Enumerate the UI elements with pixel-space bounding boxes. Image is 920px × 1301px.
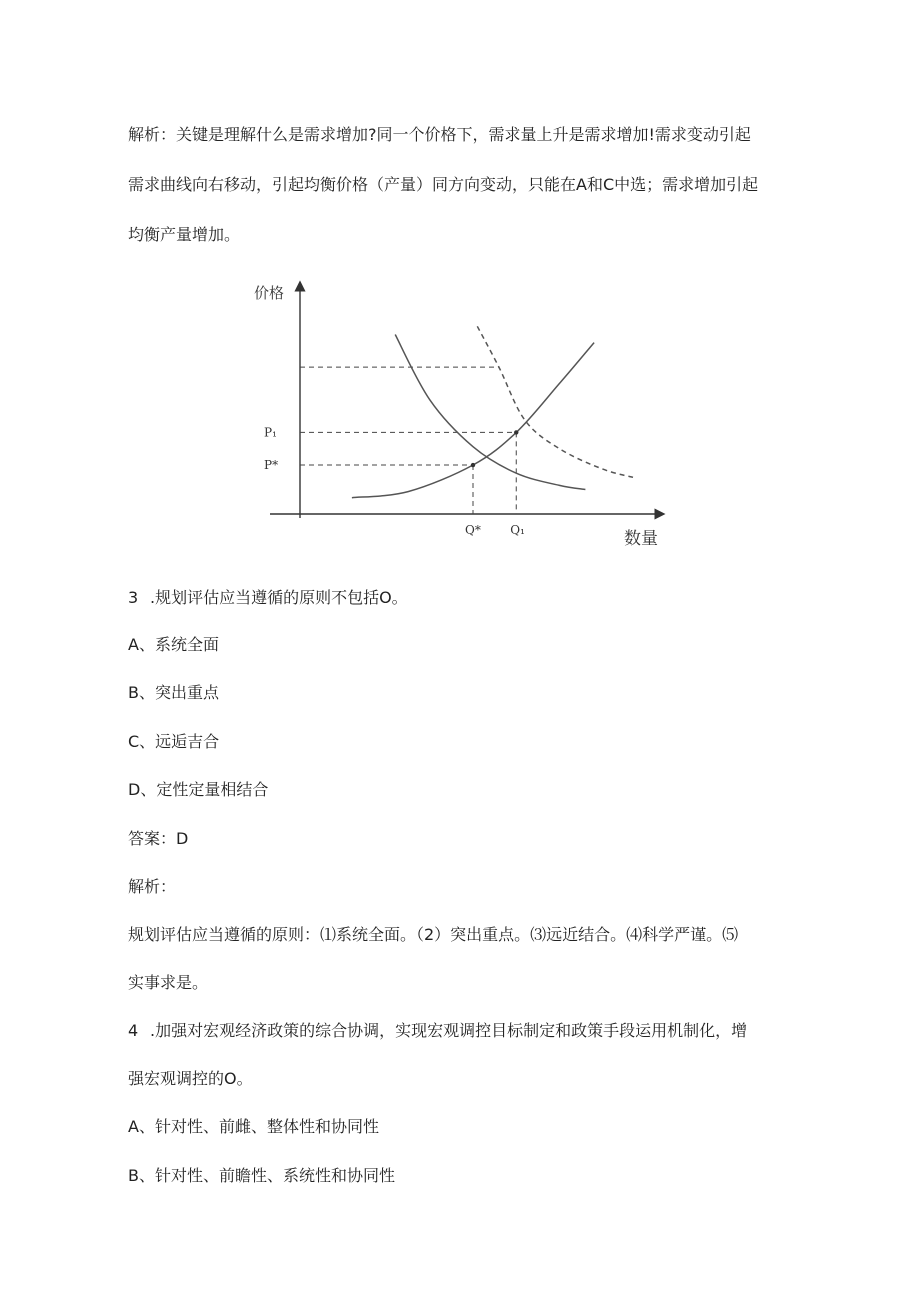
curve-shifted-demand	[477, 326, 633, 477]
y-axis-label: 价格	[254, 284, 285, 302]
question-4-text-line-1: .加强对宏观经济政策的综合协调，实现宏观调控目标制定和政策手段运用机制化，增	[150, 1021, 748, 1040]
price-label-p1: P₁	[264, 425, 277, 440]
curve-demand	[395, 335, 585, 490]
question-3-option-a: A、系统全面	[128, 635, 219, 654]
analysis-line-2: 需求曲线向右移动，引起均衡价格（产量）同方向变动，只能在A和C中选；需求增加引起	[128, 175, 759, 194]
equilibrium-point-2	[514, 430, 518, 434]
question-3-answer: 答案：D	[128, 829, 189, 848]
quantity-label-qstar: Q*	[465, 523, 481, 537]
question-3-text: .规划评估应当遵循的原则不包括O。	[150, 588, 408, 607]
analysis-line-3: 均衡产量增加。	[128, 225, 241, 244]
question-3-stem	[128, 587, 408, 609]
equilibrium-point-1	[471, 463, 475, 467]
supply-demand-chart	[254, 276, 670, 552]
quantity-label-q1: Q₁	[510, 523, 525, 537]
chart-svg	[254, 276, 670, 552]
question-3-option-d: D、定性定量相结合	[128, 780, 269, 799]
question-4-number: 4	[128, 1021, 139, 1040]
question-4-option-a: A、针对性、前雌、整体性和协同性	[128, 1117, 379, 1136]
question-3-option-b: B、突出重点	[128, 683, 219, 702]
question-4-text-line-2: 强宏观调控的O。	[128, 1069, 253, 1088]
curves	[352, 326, 633, 497]
question-4-stem	[128, 1020, 747, 1042]
question-4-option-b: B、针对性、前瞻性、系统性和协同性	[128, 1166, 395, 1185]
x-axis-label: 数量	[624, 529, 658, 549]
question-3-analysis-line-2: 实事求是。	[128, 973, 209, 992]
question-3-option-c: C、远逅吉合	[128, 732, 220, 751]
analysis-line-1: 解析：关键是理解什么是需求增加?同一个价格下，需求量上升是需求增加!需求变动引起	[128, 125, 751, 144]
price-label-pstar: P*	[264, 458, 279, 473]
question-3-analysis-line-1: 规划评估应当遵循的原则：⑴系统全面。（2）突出重点。⑶远近结合。⑷科学严谨。⑸	[128, 925, 739, 944]
question-3-number: 3	[128, 588, 139, 607]
question-3-analysis-label: 解析：	[128, 877, 177, 896]
